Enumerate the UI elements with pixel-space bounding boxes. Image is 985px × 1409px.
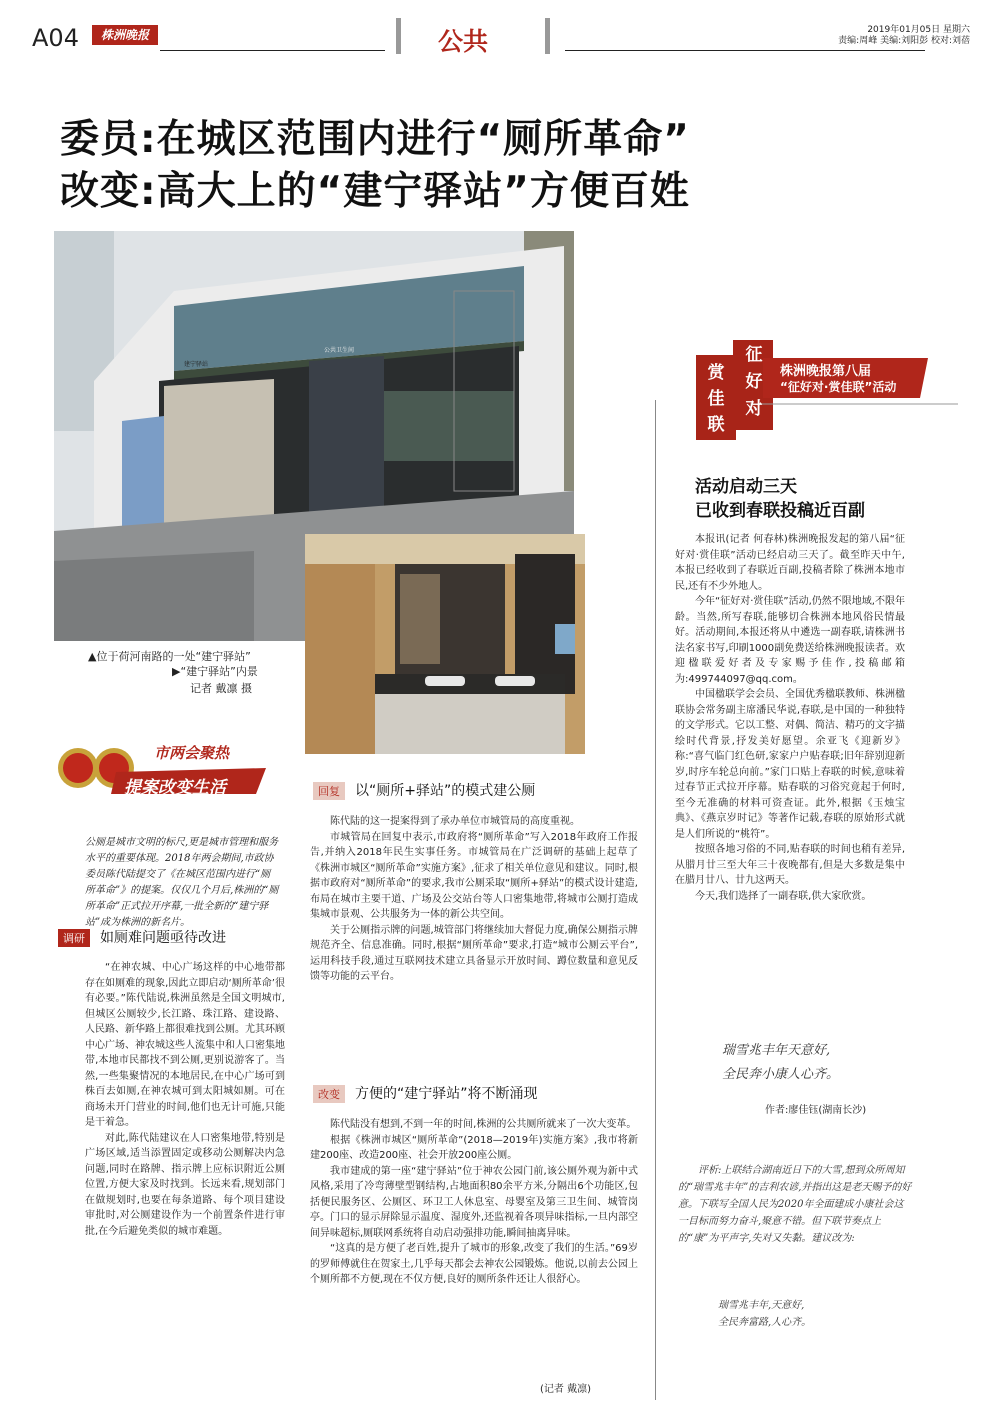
caption-1: ▲位于荷河南路的一处“建宁驿站” bbox=[88, 650, 251, 663]
change-p4: “这真的是方便了老百姓,提升了城市的形象,改变了我们的生活。”69岁的罗师傅就住在贺家土,几乎每天都会去神农公园锻炼。他说,以前去公园上个厕所都不方便,现在不仅方便,良好的厕所条件还让人很舒心。 bbox=[310, 1243, 638, 1285]
event-banner bbox=[688, 340, 968, 450]
change-p2: 根据《株洲市城区“厕所革命”(2018—2019年)实施方案》,我市将新建200座、改造200座、社会开放200座公厕。 bbox=[310, 1134, 638, 1161]
couplet-suggest-2: 全民奔富路,人心齐。 bbox=[718, 1317, 812, 1328]
right-p2: 今年“征好对·赏佳联”活动,仍然不限地域,不限年龄。当然,所写春联,能够切合株洲本地风俗民情最好。活动期间,本报还将从中遴选一副春联,请株洲书法名家书写,印刷1000副免费送给株洲晚报读者。欢迎楹联爱好者及专家赐予佳作,投稿邮箱为:499744097@qq.com。 bbox=[675, 596, 905, 685]
badge-small-text: 市两会聚热 bbox=[154, 744, 230, 762]
reply-p2: 市城管局在回复中表示,市政府将“厕所革命”写入2018年政府工作报告,并纳入2018年民生实事任务。市城管局在广泛调研的基础上起草了《株洲市城区“厕所革命”实施方案》,征求了相关单位意见和建议。同时,根据市政府对“厕所革命”的要求,我市公厕采取“厕所+驿站”的模式设计建造,布局在城市主要干道、广场及公交站台等人口密集地带,将城市公厕打造成集城市景观、公共服务为一体的新公共空间。 bbox=[310, 831, 638, 920]
caption-credit: 记者 戴凛 摄 bbox=[190, 682, 252, 695]
right-p3: 中国楹联学会会员、全国优秀楹联教师、株洲楹联协会常务副主席潘民华说,春联,是中国的一种独特的文学形式。它以工整、对偶、简洁、精巧的文字描绘时代背景,抒发美好愿望。余亚飞《迎新岁》称:“喜气临门红色研,家家户户贴春联;旧年辞别迎新岁,时序车轮总向前。”家门口贴上春联的时候,意味着过春节正式拉开序幕。贴春联的习俗究竟起于何时,至今无准确的材料可资查证。此外,根据《玉烛宝典》、《燕京岁时记》等著作记载,春联的原始形式就是人们所说的“桃符”。 bbox=[675, 689, 905, 840]
change-p3: 我市建成的第一座“建宁驿站”位于神农公园门前,该公厕外观为新中式风格,采用了冷弯薄壁型钢结构,占地面积80余平方米,分隔出6个功能区,包括便民服务区、公厕区、环卫工人休息室、母婴室及第三卫生间、城管岗亭。门口的显示屏除显示温度、湿度外,还监视着各项异味指标,一旦内部空间异味超标,厕联网系统将自动启动强排功能,瞬间抽离异味。 bbox=[310, 1165, 638, 1239]
badge-big-text: 提案改变生活 bbox=[124, 778, 226, 798]
right-p1: 本报讯(记者 何春林)株洲晚报发起的第八届“征好对·赏佳联”活动已经启动三天了。截至昨天中午,本报已经收到了春联近百副,投稿者除了株洲本地市民,还有不少外地人。 bbox=[675, 534, 905, 592]
reply-body bbox=[310, 814, 638, 985]
header-rule-right bbox=[565, 50, 925, 51]
reply-p3: 关于公厕指示牌的问题,城管部门将继续加大督促力度,确保公厕指示牌规范齐全、信息准确。同时,根据“厕所革命”要求,打造“城市公厕云平台”,运用科技手段,通过互联网技术建立具备显示开放时间、蹲位数量和意见反馈等功能的云平台。 bbox=[310, 924, 638, 982]
research-p1: “在神农城、中心广场这样的中心地带都存在如厕难的现象,因此立即启动‘厕所革命’很有必要。”陈代陆说,株洲虽然是全国文明城市,但城区公厕较少,长江路、珠江路、建设路、人民路、新华路上都很难找到公厕。尤其环顾中心广场、神农城这些人流集中和人口密集地带,本地市民都找不到公厕,更别说游客了。当然,一些集聚情况的本地居民,在中心广场可到株百去如厕,在神农城可到太阳城如厕。可在商场未开门营业的时间,他们也无计可施,只能是干着急。 bbox=[85, 962, 285, 1128]
research-body bbox=[85, 960, 285, 1239]
photo-interior bbox=[305, 534, 585, 754]
headline-2: 改变:高大上的“建宁驿站”方便百姓 bbox=[60, 169, 690, 214]
stamp-char: 赏 bbox=[707, 363, 725, 383]
column-divider bbox=[655, 400, 656, 1400]
change-byline: (记者 戴凛) bbox=[540, 1384, 591, 1395]
couplet-suggest-1: 瑞雪兆丰年,天意好, bbox=[718, 1300, 805, 1311]
section-bar-right bbox=[545, 18, 550, 54]
event-banner-line1: 株洲晚报第八届 bbox=[780, 364, 872, 379]
intro-paragraph: 公厕是城市文明的标尺,更是城市管理和服务水平的重要体现。2018年两会期间,市政协委员陈代陆提交了《在城区范围内进行“厕所革命”》的提案。仅仅几个月后,株洲的“厕所革命”正式拉开序幕,一批全新的“建宁驿站”成为株洲的新名片。 bbox=[85, 837, 279, 928]
header-rule-left bbox=[160, 50, 385, 51]
stamp-char: 佳 bbox=[707, 389, 725, 409]
research-title: 如厕难问题亟待改进 bbox=[100, 930, 226, 946]
stamp-right bbox=[741, 342, 767, 423]
right-title-1: 活动启动三天 bbox=[695, 477, 797, 497]
stamp-char: 对 bbox=[745, 399, 763, 419]
sign-toilet: 公共卫生间 bbox=[324, 347, 355, 354]
event-stamp-graphic bbox=[688, 340, 968, 450]
change-subhead bbox=[313, 1083, 538, 1103]
issue-date: 2019年01月05日 星期六 bbox=[867, 25, 970, 35]
stamp-char: 联 bbox=[707, 415, 725, 435]
page-number: A04 bbox=[32, 24, 79, 52]
stamp-left bbox=[703, 360, 729, 438]
headline-1: 委员:在城区范围内进行“厕所革命” bbox=[60, 117, 690, 162]
research-p2: 对此,陈代陆建议在人口密集地带,特别是广场区域,适当添置固定或移动公厕解决内急问题,同时在路牌、指示牌上应标识附近公厕位置,方便大家及时找到。长远来看,规划部门在做规划时,也要在每条道路、每个项目建设审批时,对公厕建设作为一个前置条件进行审批,在今后避免类似的城市难题。 bbox=[85, 1132, 285, 1237]
stamp-char: 征 bbox=[745, 345, 763, 365]
right-p4: 按照各地习俗的不同,贴春联的时间也稍有差异,从腊月廿三至大年三十夜晚都有,但是大多数是集中在腊月廿八、廿九这两天。 bbox=[675, 844, 905, 886]
reply-tag: 回复 bbox=[313, 782, 345, 800]
event-banner-line2: “征好对·赏佳联”活动 bbox=[780, 380, 897, 394]
header-info bbox=[820, 25, 970, 47]
change-tag: 改变 bbox=[313, 1085, 345, 1103]
change-p1: 陈代陆没有想到,不到一年的时间,株洲的公共厕所就来了一次大变革。 bbox=[330, 1119, 637, 1130]
editor-credits: 责编:周峰 美编:刘阳彭 校对:刘蓓 bbox=[838, 36, 970, 46]
reply-p1: 陈代陆的这一提案得到了承办单位市城管局的高度重视。 bbox=[330, 816, 580, 827]
newspaper-logo: 株洲晚报 bbox=[92, 25, 158, 45]
right-title-2: 已收到春联投稿近百副 bbox=[695, 501, 865, 521]
couplet-line-2: 全民奔小康人心齐。 bbox=[722, 1067, 840, 1082]
right-body bbox=[675, 532, 905, 904]
stamp-char: 好 bbox=[745, 372, 763, 392]
sign-station: 建宁驿站 bbox=[184, 361, 209, 368]
couplet-line-1: 瑞雪兆丰年天意好, bbox=[722, 1043, 831, 1058]
caption-2: ▶“建宁驿站”内景 bbox=[172, 665, 258, 678]
section-title: 公共 bbox=[438, 27, 489, 56]
couplet-author: 作者:廖佳钰(湖南长沙) bbox=[765, 1105, 867, 1116]
reply-title: 以“厕所+驿站”的模式建公厕 bbox=[355, 783, 536, 799]
research-subhead bbox=[58, 927, 226, 947]
section-bar-left bbox=[396, 18, 401, 54]
reply-subhead bbox=[313, 780, 535, 800]
change-body bbox=[310, 1117, 638, 1288]
research-tag: 调研 bbox=[58, 929, 90, 947]
couplet-comment: 评析:上联结合湖南近日下的大雪,想到众所周知的“瑞雪兆丰年”的吉利农谚,并指出这是老天赐予的好意。下联写全国人民为2020年全面建成小康社会这一目标而努力奋斗,聚意不错。但下联节奏点上的“康”为平声字,失对又失黏。建议改为: bbox=[678, 1165, 912, 1244]
change-title: 方便的“建宁驿站”将不断涌现 bbox=[355, 1086, 538, 1102]
two-sessions-badge bbox=[56, 738, 276, 798]
right-p5: 今天,我们选择了一副春联,供大家欣赏。 bbox=[695, 890, 872, 902]
